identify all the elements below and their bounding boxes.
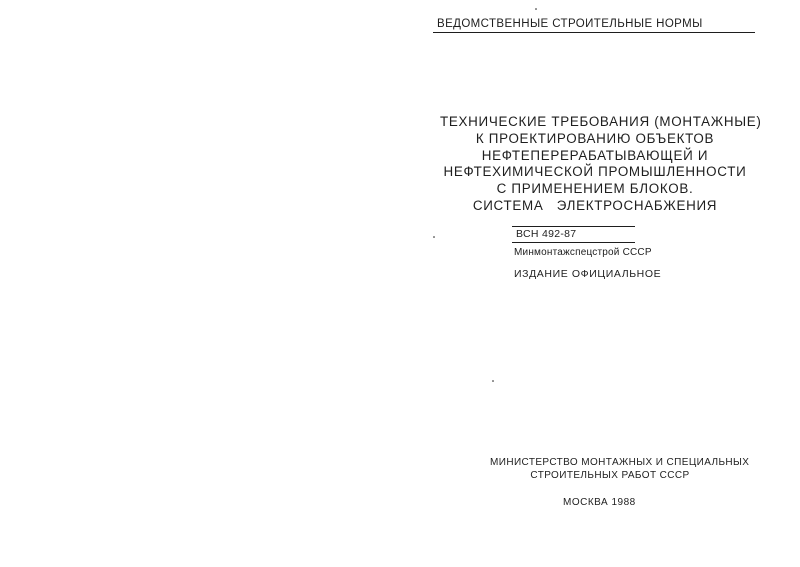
publisher-line: СТРОИТЕЛЬНЫХ РАБОТ СССР	[530, 469, 690, 481]
series-header	[433, 18, 755, 33]
title-line: К ПРОЕКТИРОВАНИЮ ОБЪЕКТОВ	[475, 130, 715, 146]
title-line: ТЕХНИЧЕСКИЕ ТРЕБОВАНИЯ (МОНТАЖНЫЕ)	[440, 114, 762, 129]
publisher-line: МИНИСТЕРСТВО МОНТАЖНЫХ И СПЕЦИАЛЬНЫХ	[490, 457, 750, 468]
issuing-ministry: Минмонтажспецстрой СССР	[514, 247, 652, 258]
document-title	[440, 114, 762, 215]
document-code-block	[512, 226, 652, 258]
publisher-block	[490, 457, 750, 482]
scan-speck	[433, 236, 435, 238]
city-year: МОСКВА 1988	[563, 497, 636, 508]
scan-speck	[492, 380, 494, 382]
title-line: СИСТЕМА ЭЛЕКТРОСНАБЖЕНИЯ	[472, 197, 718, 213]
series-header-text: ВЕДОМСТВЕННЫЕ СТРОИТЕЛЬНЫЕ НОРМЫ	[437, 18, 703, 30]
edition-label: ИЗДАНИЕ ОФИЦИАЛЬНОЕ	[514, 268, 662, 280]
series-header-rule	[433, 32, 755, 33]
scan-speck	[535, 8, 537, 10]
document-code: ВСН 492-87	[516, 228, 577, 240]
title-line: НЕФТЕПЕРЕРАБАТЫВАЮЩЕЙ И	[481, 147, 709, 163]
title-line: НЕФТЕХИМИЧЕСКОЙ ПРОМЫШЛЕННОСТИ	[443, 164, 747, 180]
title-line: С ПРИМЕНЕНИЕМ БЛОКОВ.	[496, 181, 694, 197]
